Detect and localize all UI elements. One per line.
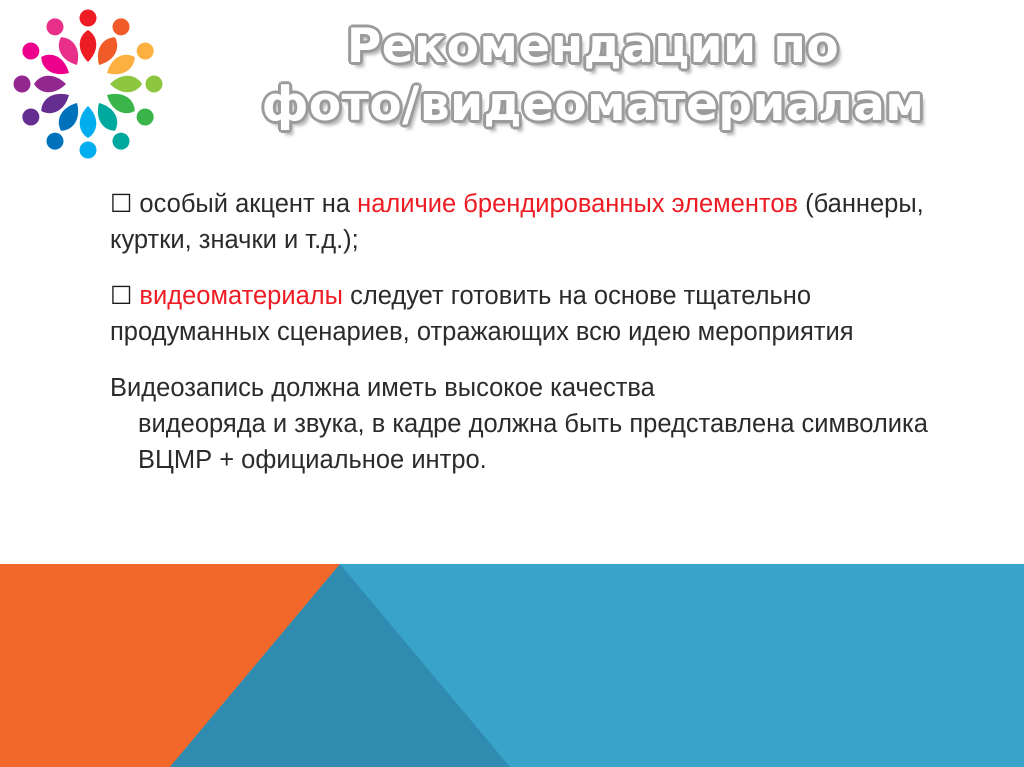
bullet-2-text-highlight: видеоматериалы [139, 282, 343, 310]
title-line-2: фото/видеоматериалам [261, 77, 925, 132]
title-line-1: Рекомендации по [346, 19, 840, 74]
bullet-1-text-part-1: особый акцент на [139, 190, 358, 218]
page-title [178, 18, 1008, 134]
checkbox-icon: ☐ [110, 282, 133, 310]
circle-of-people-logo [8, 6, 168, 161]
bullet-item-1 [110, 186, 930, 258]
bullet-item-2 [110, 278, 930, 350]
bullet-1-text-part-2: (баннеры, куртки, значки и т.д.); [110, 190, 924, 254]
checkbox-icon: ☐ [110, 190, 133, 218]
closing-paragraph [110, 370, 930, 478]
closing-paragraph-rest: видеоряда и звука, в кадре должна быть представлена символика ВЦМР + официальное интро. [138, 410, 928, 474]
footer-decoration [0, 564, 1024, 767]
bullet-2-text-rest: следует готовить на основе тщательно продуманных сценариев, отражающих всю идею мероприятия [110, 282, 854, 346]
closing-paragraph-first-line: Видеозапись должна иметь высокое качества [110, 374, 655, 402]
slide-body [110, 186, 930, 492]
bullet-1-text-highlight: наличие брендированных элементов [357, 190, 799, 218]
